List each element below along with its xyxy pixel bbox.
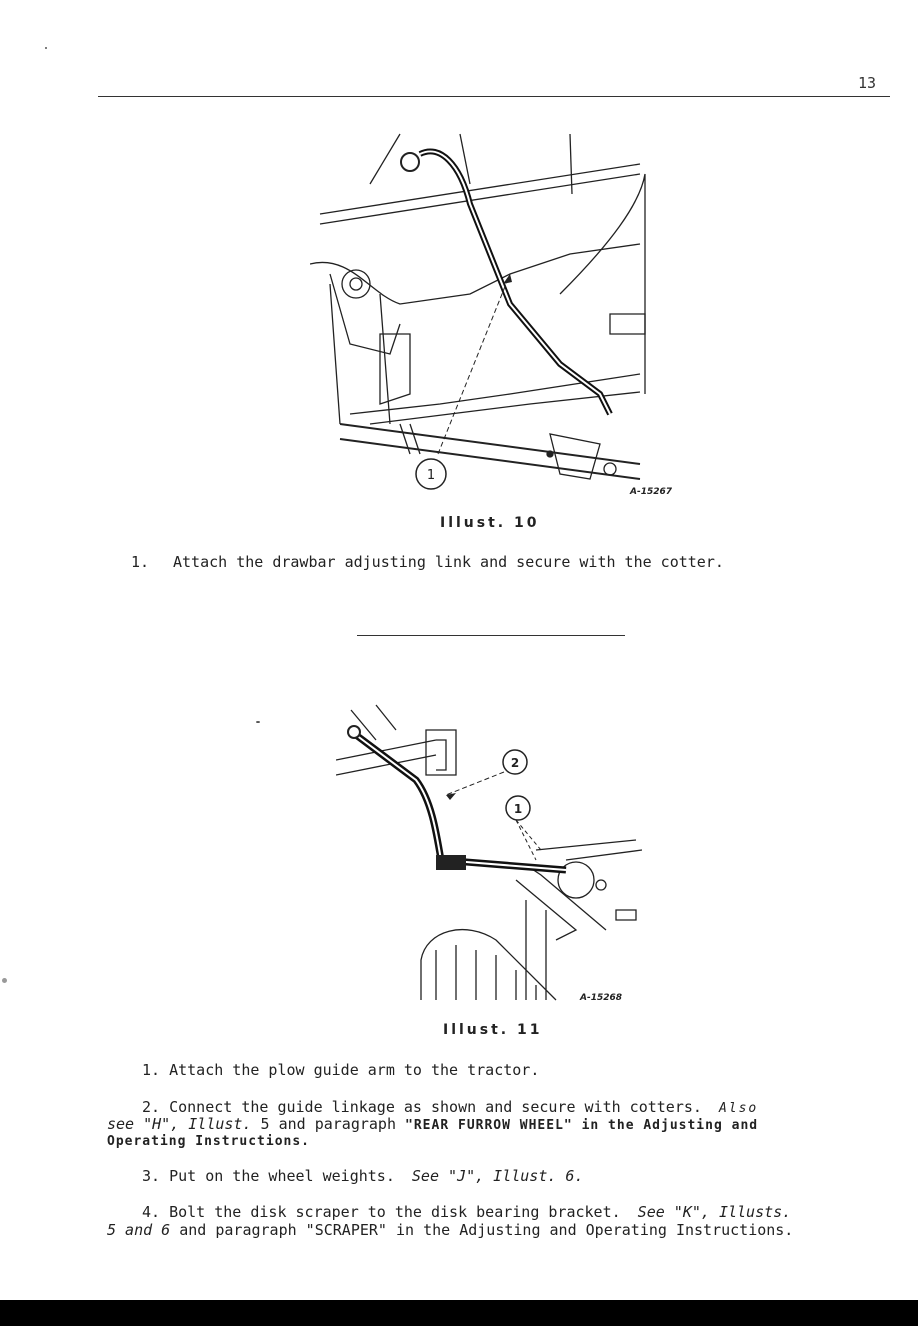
step-4-line-1 bbox=[142, 1203, 791, 1221]
step-2-text: 2. Connect the guide linkage as shown and secure with cotters. bbox=[142, 1098, 702, 1116]
step-4-rest: and paragraph "SCRAPER" in the Adjusting and Operating Instructions. bbox=[179, 1221, 794, 1239]
scan-edge-bar bbox=[0, 1300, 918, 1326]
figure-caption-10: Illust. 10 bbox=[440, 515, 540, 531]
step-4-illusts: 5 and 6 bbox=[107, 1221, 171, 1239]
step-4-see: See "K", Illusts. bbox=[637, 1203, 792, 1221]
header-rule bbox=[98, 96, 890, 97]
step-2-ref: 5 and paragraph bbox=[260, 1115, 396, 1133]
scan-speck bbox=[256, 721, 260, 723]
scan-speck bbox=[2, 978, 7, 983]
step-1: 1. Attach the plow guide arm to the tractor. bbox=[142, 1061, 540, 1079]
step-2-also: Also bbox=[718, 1101, 759, 1116]
callout-1-label: 1 bbox=[513, 802, 523, 816]
callout-2-label: 2 bbox=[510, 756, 520, 770]
step-1-text: Attach the drawbar adjusting link and secure with the cotter. bbox=[173, 553, 724, 571]
step-2-line-2 bbox=[107, 1115, 758, 1135]
figure-caption-11: Illust. 11 bbox=[443, 1022, 543, 1038]
page-number: 13 bbox=[858, 74, 877, 92]
illustration-11-plow-guide-arm bbox=[336, 700, 642, 1006]
step-3 bbox=[142, 1167, 584, 1185]
scan-speck bbox=[45, 47, 47, 49]
step-2-line-3: Operating Instructions. bbox=[107, 1134, 311, 1149]
step-4-text: 4. Bolt the disk scraper to the disk bearing bracket. bbox=[142, 1203, 621, 1221]
step-4-line-2 bbox=[107, 1221, 793, 1239]
step-2-bold-ref: "REAR FURROW WHEEL" in the Adjusting and bbox=[405, 1118, 759, 1133]
callout-1-label: 1 bbox=[426, 468, 436, 483]
step-3-text: 3. Put on the wheel weights. bbox=[142, 1167, 395, 1185]
step-1-number: 1. bbox=[131, 553, 150, 571]
figure-code: A-15268 bbox=[580, 993, 623, 1003]
illustration-10-drawbar-link bbox=[310, 124, 690, 512]
step-3-see: See "J", Illust. 6. bbox=[411, 1167, 584, 1185]
figure-code: A-15267 bbox=[630, 487, 673, 497]
step-2-see: see "H", Illust. bbox=[107, 1115, 252, 1133]
section-divider bbox=[357, 635, 625, 636]
